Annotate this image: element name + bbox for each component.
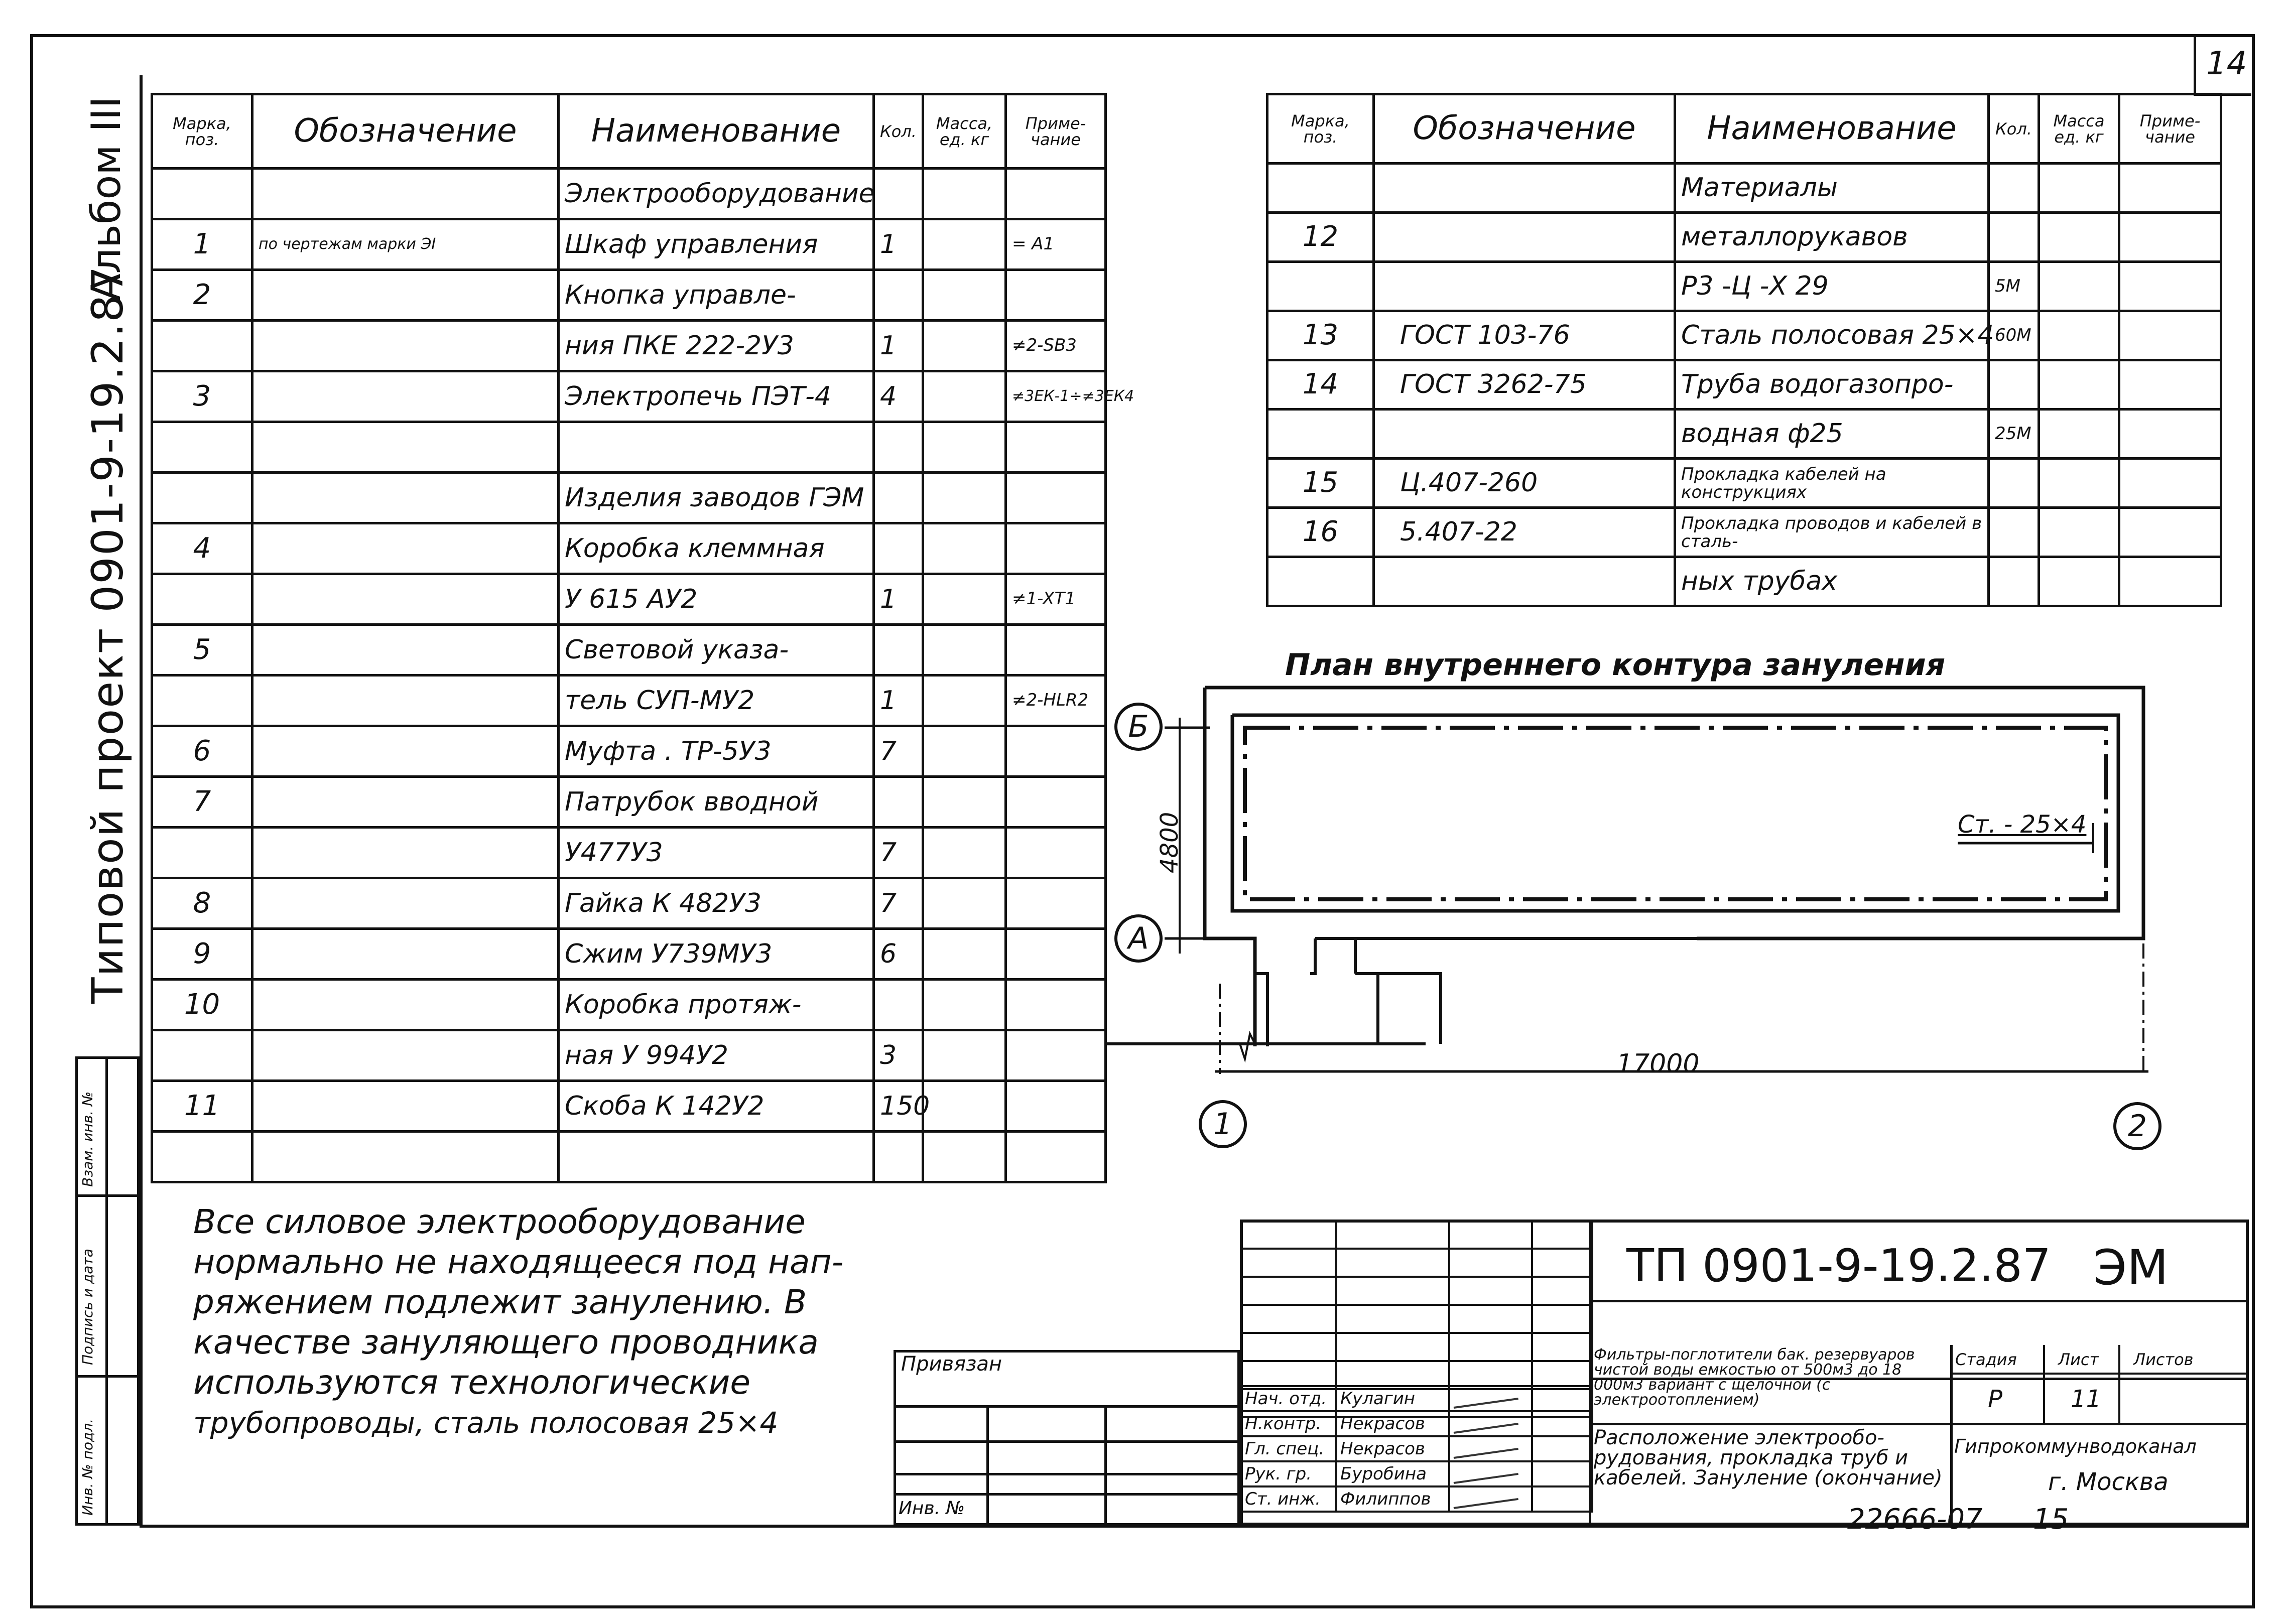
row-mark: 4 [152,523,252,574]
row-mark: 1 [152,219,252,270]
row-note [1006,1132,1106,1182]
stage-label: Стадия [1955,1350,2017,1369]
row-mass [923,878,1006,929]
row-designation: Ц.407-260 [1374,459,1675,508]
binding-label: Привязан [901,1352,1002,1376]
signer-row [1241,1436,1592,1461]
table-row [152,777,1106,828]
row-qty: 4 [874,371,923,422]
row-mark: 7 [152,777,252,828]
signer-role: Рук. гр. [1241,1461,1336,1486]
row-designation [252,574,559,625]
row-qty: 7 [874,828,923,878]
signer-date [1532,1411,1592,1436]
table-row [152,422,1106,473]
row-mass [2039,213,2119,262]
grounding-plan [1094,672,2229,1154]
row-mass [923,473,1006,523]
row-qty: 25М [1989,410,2039,459]
project-label: Типовой проект 0901-9-19.2.87 [83,265,133,1004]
row-mass [923,574,1006,625]
note-line: ряжением подлежит занулению. В [193,1283,807,1321]
note-block [193,1202,843,1443]
row-mass [923,270,1006,321]
row-mass [923,625,1006,675]
row-qty [874,625,923,675]
sheet-label: Лист [2058,1350,2099,1369]
row-mass [923,726,1006,777]
row-name: Гайка К 482У3 [559,878,874,929]
row-note [1006,625,1106,675]
dimension-horizontal: 17000 [1616,1049,1700,1079]
header-mass: Масса ед. кг [2039,94,2119,164]
signer-sign [1449,1411,1532,1436]
row-note [2119,262,2221,311]
row-note [1006,980,1106,1030]
row-mark: 15 [1267,459,1374,508]
row-mark: 11 [152,1081,252,1132]
row-mass [2039,311,2119,360]
header-name: Наименование [1675,94,1989,164]
table-row [152,878,1106,929]
row-designation [1374,557,1675,606]
header-designation: Обозначение [1374,94,1675,164]
row-designation [252,422,559,473]
signer-row [1241,1461,1592,1486]
handwritten-signature [1453,1421,1518,1434]
row-mark [1267,557,1374,606]
row-designation [252,726,559,777]
signer-name: Буробина [1336,1461,1449,1486]
row-note: ≠3ЕК-1÷≠3ЕК4 [1006,371,1106,422]
row-name: Муфта . ТР-5У3 [559,726,874,777]
page-number: 15 [2033,1503,2069,1536]
row-name: ная У 994У2 [559,1030,874,1081]
row-mark [1267,164,1374,213]
row-designation: 5.407-22 [1374,508,1675,557]
handwritten-signature [1453,1471,1518,1484]
row-name: металлорукавов [1675,213,1989,262]
sheet-corner-number: 14 [2206,45,2247,82]
row-qty [874,1132,923,1182]
row-mark [152,828,252,878]
side-cell-inventory: Инв. № подл. [79,1418,96,1516]
row-mark: 13 [1267,311,1374,360]
row-note [1006,929,1106,980]
table-row [1267,459,2221,508]
row-mark [152,473,252,523]
object-description: Фильтры-поглотители бак. резервуаров чистой воды емкостью от 500м3 до 18 000м3 вариант с щелочной (с электроотоплением) [1594,1346,1915,1409]
header-mass: Масса, ед. кг [923,94,1006,169]
table-row [1267,262,2221,311]
signer-date [1532,1486,1592,1512]
row-mass [923,523,1006,574]
row-qty [1989,164,2039,213]
row-designation [252,473,559,523]
row-mass [2039,459,2119,508]
binding-inventory-label: Инв. № [899,1498,965,1519]
row-name: Световой указа- [559,625,874,675]
row-name: Изделия заводов ГЭМ [559,473,874,523]
row-note [2119,459,2221,508]
signer-role: Гл. спец. [1241,1436,1336,1461]
table-row [152,1030,1106,1081]
signer-sign [1449,1486,1532,1512]
sheets-label: Листов [2133,1350,2194,1369]
note-line: качестве зануляющего проводника [193,1323,819,1362]
row-designation [252,777,559,828]
row-qty [1989,213,2039,262]
row-name [559,1132,874,1182]
row-qty: 1 [874,574,923,625]
row-mark: 8 [152,878,252,929]
row-mark [152,1132,252,1182]
row-mark: 5 [152,625,252,675]
row-mark: 6 [152,726,252,777]
row-mark: 3 [152,371,252,422]
table-row [152,169,1106,219]
row-note [1006,1081,1106,1132]
row-mark: 14 [1267,360,1374,410]
row-designation [252,1030,559,1081]
row-name: Электропечь ПЭТ-4 [559,371,874,422]
row-note [1006,270,1106,321]
row-qty [874,473,923,523]
row-mark: 2 [152,270,252,321]
table-row [1267,311,2221,360]
handwritten-signature [1453,1446,1518,1459]
axis-marker-a: А [1114,914,1163,963]
header-note: Приме-чание [2119,94,2221,164]
row-mass [923,321,1006,371]
note-line: трубопроводы, сталь полосовая 25×4 [193,1406,779,1440]
handwritten-signature [1453,1396,1518,1409]
right-spec-table [1266,93,2222,607]
table-row [152,523,1106,574]
drawing-mark: ЭМ [2093,1240,2169,1296]
row-name: Коробка протяж- [559,980,874,1030]
row-mass [923,169,1006,219]
row-name: Электрооборудование [559,169,874,219]
organization-city: г. Москва [2048,1468,2169,1496]
row-designation [1374,262,1675,311]
plan-title: План внутреннего контура зануления [1285,647,1946,683]
row-name: Р3 -Ц -Х 29 [1675,262,1989,311]
row-qty: 6 [874,929,923,980]
axis-marker-1: 1 [1199,1100,1247,1148]
row-name: Патрубок вводной [559,777,874,828]
signer-sign [1449,1436,1532,1461]
row-note: = A1 [1006,219,1106,270]
table-row [152,371,1106,422]
row-name: У477У3 [559,828,874,878]
note-line: используются технологические [193,1363,750,1402]
row-qty: 7 [874,726,923,777]
row-designation [252,980,559,1030]
signer-row [1241,1386,1592,1411]
row-name: Сжим У739МУ3 [559,929,874,980]
drawing-description: Расположение электрообо-рудования, прокладка труб и кабелей. Зануление (окончание) [1594,1426,1943,1490]
row-mass [2039,508,2119,557]
inner-frame-line [140,75,143,1526]
row-mark: 9 [152,929,252,980]
row-note [1006,777,1106,828]
row-mark [152,675,252,726]
row-mass [2039,262,2119,311]
row-mass [923,929,1006,980]
row-name: водная ф25 [1675,410,1989,459]
row-note [1006,473,1106,523]
row-qty: 5М [1989,262,2039,311]
sheet-value: 11 [2071,1385,2102,1413]
row-note [1006,523,1106,574]
row-qty: 3 [874,1030,923,1081]
header-mark: Марка, поз. [152,94,252,169]
row-note [2119,311,2221,360]
row-name: ных трубах [1675,557,1989,606]
row-qty: 1 [874,321,923,371]
row-qty [874,777,923,828]
row-designation: ГОСТ 103-76 [1374,311,1675,360]
signers-table [1240,1385,1593,1513]
table-row [152,321,1106,371]
row-mass [2039,410,2119,459]
archive-number: 22666-07 [1847,1503,1983,1536]
conductor-label: Ст. - 25×4 [1958,810,2087,839]
row-designation [252,1081,559,1132]
row-note [1006,828,1106,878]
table-row [152,980,1106,1030]
row-designation [252,371,559,422]
row-mass [2039,164,2119,213]
row-mass [923,675,1006,726]
row-mass [923,1081,1006,1132]
row-qty [1989,459,2039,508]
signer-date [1532,1386,1592,1411]
row-mark [152,422,252,473]
row-name: Прокладка кабелей на конструкциях [1675,459,1989,508]
table-row [1267,508,2221,557]
row-designation [252,523,559,574]
row-mass [923,1132,1006,1182]
note-line: нормально не находящееся под нап- [193,1243,844,1281]
table-row [1267,360,2221,410]
row-name: Коробка клеммная [559,523,874,574]
row-mark [152,574,252,625]
row-qty: 150 [874,1081,923,1132]
outer-wall-left [1205,688,1255,1046]
row-mark [152,169,252,219]
stage-value: Р [1988,1385,2002,1413]
signer-sign [1449,1461,1532,1486]
table-row [1267,557,2221,606]
row-mass [923,371,1006,422]
row-mark: 12 [1267,213,1374,262]
row-designation: по чертежам марки ЭI [252,219,559,270]
drawing-code: ТП 0901-9-19.2.87 [1626,1240,2052,1292]
row-name: Труба водогазопро- [1675,360,1989,410]
row-qty [874,523,923,574]
row-mass [923,777,1006,828]
row-name: Кнопка управле- [559,270,874,321]
row-mass [2039,557,2119,606]
dimension-vertical: 4800 [1156,811,1184,873]
row-name: Сталь полосовая 25×4 [1675,311,1989,360]
row-note [1006,422,1106,473]
row-qty: 1 [874,219,923,270]
axis-marker-2: 2 [2113,1102,2161,1150]
row-note [2119,164,2221,213]
row-note [2119,360,2221,410]
row-note [2119,508,2221,557]
row-qty: 60М [1989,311,2039,360]
row-designation [252,1132,559,1182]
row-note [1006,726,1106,777]
table-row [152,1132,1106,1182]
row-note: ≠1-XT1 [1006,574,1106,625]
signer-name: Некрасов [1336,1436,1449,1461]
header-note: Приме-чание [1006,94,1106,169]
organization: Гипрокоммунводоканал [1954,1435,2197,1457]
row-mass [923,828,1006,878]
row-note [1006,878,1106,929]
row-designation [252,321,559,371]
table-row [152,929,1106,980]
row-qty [1989,508,2039,557]
row-note [2119,410,2221,459]
row-note [2119,557,2221,606]
row-designation [252,929,559,980]
row-note: ≠2-SB3 [1006,321,1106,371]
table-row [152,675,1106,726]
table-row [152,574,1106,625]
row-designation [1374,213,1675,262]
row-designation [1374,164,1675,213]
row-qty [1989,557,2039,606]
row-name: Материалы [1675,164,1989,213]
row-qty [874,270,923,321]
row-name: Скоба К 142У2 [559,1081,874,1132]
row-qty [1989,360,2039,410]
row-mark [152,321,252,371]
signer-name: Кулагин [1336,1386,1449,1411]
side-cell-signature: Подпись и дата [79,1249,96,1365]
row-designation [1374,410,1675,459]
signer-role: Н.контр. [1241,1411,1336,1436]
row-mass [923,422,1006,473]
table-row [152,219,1106,270]
row-note [2119,213,2221,262]
row-designation [252,675,559,726]
row-name [559,422,874,473]
header-mark: Марка, поз. [1267,94,1374,164]
row-name: ния ПКЕ 222-2У3 [559,321,874,371]
left-spec-table [151,93,1134,1183]
row-mark [1267,410,1374,459]
table-row [1267,410,2221,459]
row-mass [923,980,1006,1030]
signer-row [1241,1411,1592,1436]
signer-row [1241,1486,1592,1512]
header-name: Наименование [559,94,874,169]
row-designation [252,625,559,675]
row-designation [252,270,559,321]
row-note [1006,1030,1106,1081]
table-row [1267,164,2221,213]
row-name: Шкаф управления [559,219,874,270]
signer-date [1532,1436,1592,1461]
row-designation [252,828,559,878]
signer-name: Филиппов [1336,1486,1449,1512]
row-qty [874,422,923,473]
table-row [152,1081,1106,1132]
table-row [152,625,1106,675]
row-note: ≠2-HLR2 [1006,675,1106,726]
signer-sign [1449,1386,1532,1411]
note-line: Все силовое электрооборудование [193,1202,806,1241]
row-name: тель СУП-МУ2 [559,675,874,726]
row-qty [874,169,923,219]
header-qty: Кол. [1989,94,2039,164]
row-qty: 7 [874,878,923,929]
signer-name: Некрасов [1336,1411,1449,1436]
signer-date [1532,1461,1592,1486]
signer-role: Ст. инж. [1241,1486,1336,1512]
side-cell-replace: Взам. инв. № [79,1091,96,1187]
row-mass [2039,360,2119,410]
album-label: Альбом III [83,96,130,301]
header-designation: Обозначение [252,94,559,169]
right-table-header [1267,94,2221,164]
row-name: У 615 АУ2 [559,574,874,625]
table-row [152,828,1106,878]
row-mark: 10 [152,980,252,1030]
row-name: Прокладка проводов и кабелей в сталь- [1675,508,1989,557]
row-note [1006,169,1106,219]
signer-role: Нач. отд. [1241,1386,1336,1411]
table-row [152,270,1106,321]
axis-marker-b: Б [1114,703,1163,751]
table-row [152,473,1106,523]
handwritten-signature [1453,1496,1518,1509]
row-designation: ГОСТ 3262-75 [1374,360,1675,410]
row-mark [152,1030,252,1081]
row-qty: 1 [874,675,923,726]
header-qty: Кол. [874,94,923,169]
row-mark: 16 [1267,508,1374,557]
row-qty [874,980,923,1030]
row-designation [252,878,559,929]
left-table-header [152,94,1106,169]
table-row [1267,213,2221,262]
row-mass [923,1030,1006,1081]
row-mass [923,219,1006,270]
table-row [152,726,1106,777]
row-designation [252,169,559,219]
row-mark [1267,262,1374,311]
